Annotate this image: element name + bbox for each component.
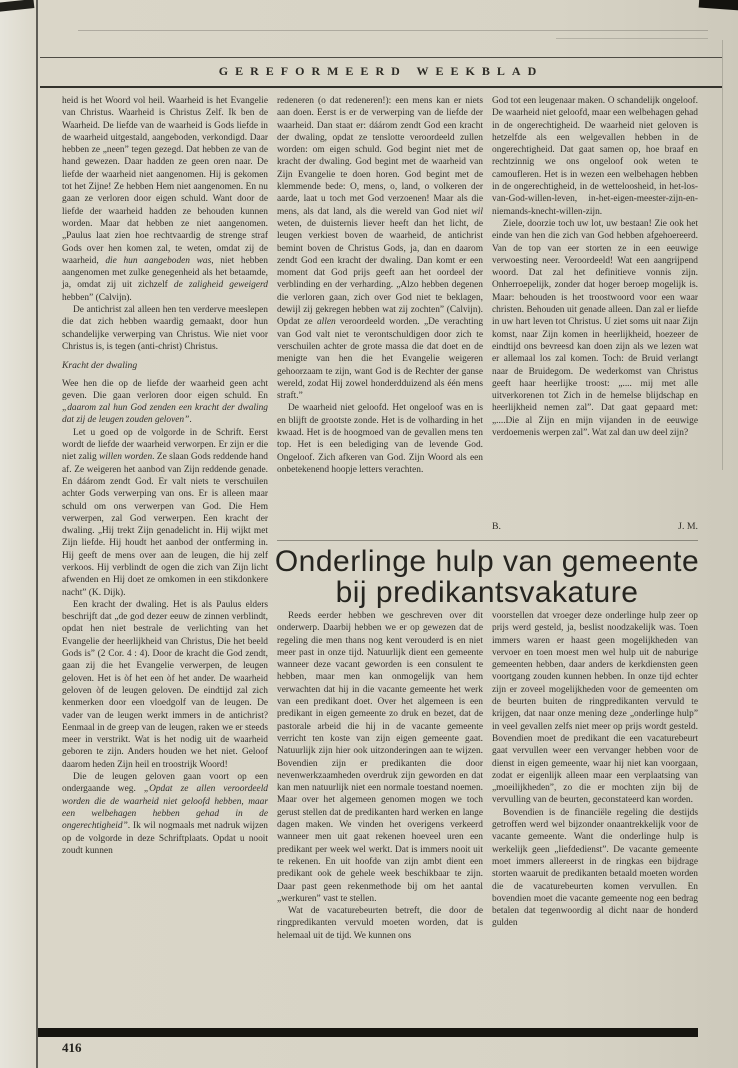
paragraph: voorstellen dat vroeger deze onderlinge hulp zeer op prijs werd gesteld, ja, beslist noodzakelijk was. Toen immers waren er haast geen mogelijkheden van vervoer en toen moest men wel hulp uit de naburige gemeenten hebben, daar anders de kerkdiensten geen voortgang zouden kunnen hebben. In onze tijd echter zijn er zoveel mogelijkheden voor de gemeenten om de beurten buiten de ringpredikanten vervuld te krijgen, dat naar onze mening deze „onderlinge hulp” in veel gevallen zelfs niet meer op prijs wordt gesteld. Bovendien moet de predikant die een vacaturebeurt gaat vervullen weer een vervanger hebben voor de dienst in eigen gemeente, waar hij niet kan voorgaan, zodat er eigenlijk alleen maar een verplaatsing van „moeilijkheden”, zo die er mochten zijn bij de vervulling van de beurten, geconstateerd kan worden. (492, 611, 698, 806)
paragraph: Reeds eerder hebben we geschreven over dit onderwerp. Daarbij hebben we er op gewezen dat de regeling die men thans nog kent verouderd is en niet meer past in onze tijd. Natuurlijk dient een gemeente wanneer deze vacant geworden is een consulent te hebben, maar men kan onmogelijk van hem verwachten dat hij in die vacante gemeente het werk van een predikant doet. Over het algemeen is een predikant in eigen gemeente zo druk en bezet, dat de pastorale arbeid die hij in de vacante gemeente verricht ten koste van zijn eigen gemeente gaat. Natuurlijk zijn hier ook uitzonderingen aan te wijzen. Bovendien zijn er predikanten die door nevenwerkzaamheden overdruk zijn geworden en dat kan men natuurlijk niet een normale toestand noemen. Maar over het algemeen genomen mogen we toch gerust stellen dat de predikanten hard werken en lange dagen maken. We vinden het overigens verkeerd wanneer men uit gaat rekenen hoeveel uren een predikant per week wel werkt. Dat is immers nooit uit te rekenen. En uit hoofde van zijn ambt dient een predikant ook de gehele week beschikbaar te zijn. Daar past geen rekenmethode bij om het aantal „werkuren” vast te stellen. (277, 611, 483, 904)
masthead-rule-bottom (40, 86, 722, 88)
page-right-edge-line (722, 40, 723, 470)
article2-column-1 (277, 610, 483, 942)
article1-column-2 (277, 95, 483, 476)
paragraph: Ziele, doorzie toch uw lot, uw bestaan! Zie ook het einde van hen die zich van God hebben afgehoereerd. Van de top van eer storten ze in een eeuwige verwoesting neer. Veroordeeld! Wat een aangrijpend woord. Dat zal het definitieve vonnis zijn. Onherroepelijk, zonder dat hoger beroep mogelijk is. Maar: behouden is het troostwoord voor een waar christen. Behouden uit genade alleen. Dan zal er liefde in uw hart leven tot Christus. U ziet soms uit naar Zijn komst, naar Zijn komen in heerlijkheid, hoezeer de eindtijd ons bevreesd kan doen zijn als we lezen wat er allemaal los zal komen. Toch: de Bruid verlangt naar de Bruidegom. De wederkomst van Christus geeft haar heerlijke troost: „.... mij met alle uitverkorenen tot Zich in de hemelse blijdschap en heerlijkheid nemen zal”. Dat gaat gepaard met: „....Die al Zijn en mijn vijanden in de eeuwige verdoemenis werpen zal”. Wat zal dan uw deel zijn? (492, 218, 698, 439)
scan-bottom-bar (38, 1028, 698, 1037)
paragraph: God tot een leugenaar maken. O schandelijk ongeloof. De waarheid niet geloofd, maar een welbehagen gehad in de ongerechtigheid. De waarheid niet geloven is hetzelfde als een welgevallen hebben in de ongerechtigheid. Dat gaat samen op, hoe braaf en rechtzinnig we ons ongeloof ook weten te camoufleren. Het is in wezen een welbehagen hebben in de ongerechtigheid, in de wetteloosheid, in het-los-van-God-willen-leven, in-het-eigen-meester-zijn-en-niemands-knecht-willen-zijn. (492, 96, 698, 217)
scan-scratch-line-right (556, 38, 708, 39)
signature-initial-right: J. M. (678, 521, 698, 532)
sub-heading: Kracht der dwaling (62, 360, 138, 372)
article2-column-2 (492, 610, 698, 930)
paragraph: heid is het Woord vol heil. Waarheid is het Evangelie van Christus. Waarheid is Christus Zelf. Ik ben de Waarheid. De liefde van de waarheid is Gods liefde in de waarheid uitgestald, aangeboden, verkondigd. Daar hebben ze „neen” tegen gezegd. Dat hebben ze van de hand gewezen. Daar hadden ze geen oren naar. De liefde der waarheid niet aangenomen. Hij is gekomen tot het Zijne! Ze hebben Hem niet aangenomen. En nu gaan ze verloren door eigen schuld. Want door de liefde der waarheid hadden ze behouden kunnen worden. Maar dat hebben ze niet aangenomen. „Paulus laat zien hoe rechtvaardig de strenge straf Gods over hen komen zal, te weten, omdat zij de waarheid, die hun aangeboden was, niet hebben aangenomen met zulke genegenheid als het betaamde, ja, omdat zij uit zichzelf de zaligheid geweigerd hebben” (Calvijn). (62, 96, 268, 303)
article1-column-3 (492, 95, 698, 439)
signature-initial-left: B. (492, 521, 501, 532)
paragraph: Een kracht der dwaling. Het is als Paulus elders beschrijft dat „de god dezer eeuw de zinnen verblindt, opdat hen niet bestrale de verlichting van het Evangelie der heerlijkheid van Christus, Die het beeld Gods is” (2 Cor. 4 : 4). Door de kracht die God zendt, gaan zij die het Evangelie verwerpen, de leugen geloven. Het is òf het een òf het ander. De waarheid geloven òf de leugen geloven. De eindtijd zal zich kenmerken door een vloedgolf van de leugen. De vader van de leugen werkt immers in de antichrist? Eenmaal in de greep van de leugen, raken we er steeds meer in verstrikt. Wat is het nodig uit de waarheid geboren te zijn. Anders houden we het niet. Geloof daarom heden Zijn heil en troostrijk Woord! (62, 599, 268, 770)
article2-headline (272, 546, 702, 608)
paragraph: Wee hen die op de liefde der waarheid geen acht geven. Die gaan verloren door eigen schuld. En „daarom zal hun God zenden een kracht der dwaling dat zij de leugen zouden geloven”. (62, 378, 268, 426)
article2-top-rule (277, 540, 698, 541)
article1-column-1 (62, 95, 268, 857)
scan-scratch-line (78, 30, 708, 31)
scan-corner-mark-top-right (699, 0, 738, 10)
paragraph: Wat de vacaturebeurten betreft, die door de ringpredikanten vervuld moeten worden, dat is helemaal uit de tijd. We kunnen ons (277, 906, 483, 941)
article2-headline-line1: Onderlinge hulp van gemeente (274, 545, 700, 578)
masthead-rule-top (40, 57, 722, 58)
paragraph: Let u goed op de volgorde in de Schrift. Eerst wordt de liefde der waarheid verworpen. Er zijn er die niet zalig willen worden. Ze slaan Gods reddende hand af. Ze weigeren het aanbod van Zijn reddende genade. En dáárom zendt God. Er valt niets te verschuilen achter Gods verwerping van ons. Er is alleen maar schuld om ons verwerpen van God. Die Hem verwerpen, zal God verwerpen. Een kracht der dwaling. „Hij trekt Zijn genadelicht in. Hij wijkt met Zijn liefde. Hij houdt het aanbod der ontferming in. Hij geeft de mens over aan de leugen, die hij zelf verkoos. Hij verblindt de ogen die zich van Zijn licht afwenden en Hij doet ze omkomen in een stikdonkere nacht” (K. Dijk). (62, 427, 268, 598)
paragraph: De antichrist zal alleen hen ten verderve meeslepen die dat zich hebben waardig gemaakt, door hun schandelijke verwerping van Christus. Wie niet voor Christus is, is tegen (anti-christ) Christus. (62, 305, 268, 352)
paragraph: Bovendien is de financiële regeling die destijds getroffen werd wel bijzonder onaantrekkelijk voor de vacante gemeente. Want die onderlinge hulp is werkelijk geen „liefdedienst”. De vacante gemeente moet immers allereerst in de ringkas een bijdrage storten waaruit de predikanten betaald moeten worden die de vacaturebeurten komen vervullen. En bovendien moet die vacante gemeente nog een bedrag betalen dat tegenwoordig al dicht naar de honderd gulden (492, 807, 698, 929)
page-number: 416 (62, 1040, 82, 1055)
article2-headline-line2: bij predikantsvakature (335, 576, 639, 609)
paragraph: De waarheid niet geloofd. Het ongeloof was en is en blijft de grootste zonde. Het is de volharding in het kwaad. Het is de hoogmoed van de gevallen mens ten top. Het is een belediging van de levende God. Ongeloof. Zich afkeren van God. Zijn Woord als een onbetekenend hoopje letters verachten. (277, 403, 483, 475)
page-left-edge-line (36, 0, 38, 1068)
paragraph: Die de leugen geloven gaan voort op een ondergaande weg. „Opdat ze allen veroordeeld worden die de waarheid niet geloofd hebben, maar een welbehagen hebben gehad in de ongerechtigheid”. Ik wil nogmaals met nadruk wijzen op de volgorde in deze Schriftplaats. Opdat u nooit zoudt kunnen (62, 772, 268, 856)
scan-corner-mark-top-left (0, 0, 34, 12)
article1-signatures (492, 521, 698, 532)
masthead-title: GEREFORMEERD WEEKBLAD (218, 64, 544, 78)
paragraph: redeneren (o dat redeneren!): een mens kan er niets aan doen. Eerst is er de verwerping van de liefde der waarheid. Dan staat er: dáárom zendt God een kracht der dwaling, opdat ze tenslotte veroordeeld zullen worden: om eigen schuld. God begint niet met de kracht der dwaling. God begint met de waarheid van Zijn Evangelie te doen horen. God begint met de klemmende bede: O, mens, o, land, o volkeren der aarde, laat u toch met God verzoenen! Maar als die mens, als dat land, als die wereld van God niet wil weten, de duisternis liever heeft dan het licht, de leugen verkiest boven de waarheid, de antichrist bemint boven de Christus Gods, ja, dan en daarom zendt God een kracht der dwaling. Dan komt er een moment dat God prijs geeft aan het oordeel der verblinding en der verharding. „Alzo hebben degenen die verloren gaan, zich over God niet te beklagen, dewijl zij gekregen hebben wat zij zochten” (Calvijn). Opdat ze allen veroordeeld worden. „De verachting van God valt niet te verontschuldigen door zich te verschuilen achter de grote massa die dat doet en de menigte van hen die het Evangelie weigeren gehoorzaam te zijn, want God is de Rechter der ganse wereld, zodat Hij zowel honderdduizend als één mens straft.” (277, 96, 484, 402)
